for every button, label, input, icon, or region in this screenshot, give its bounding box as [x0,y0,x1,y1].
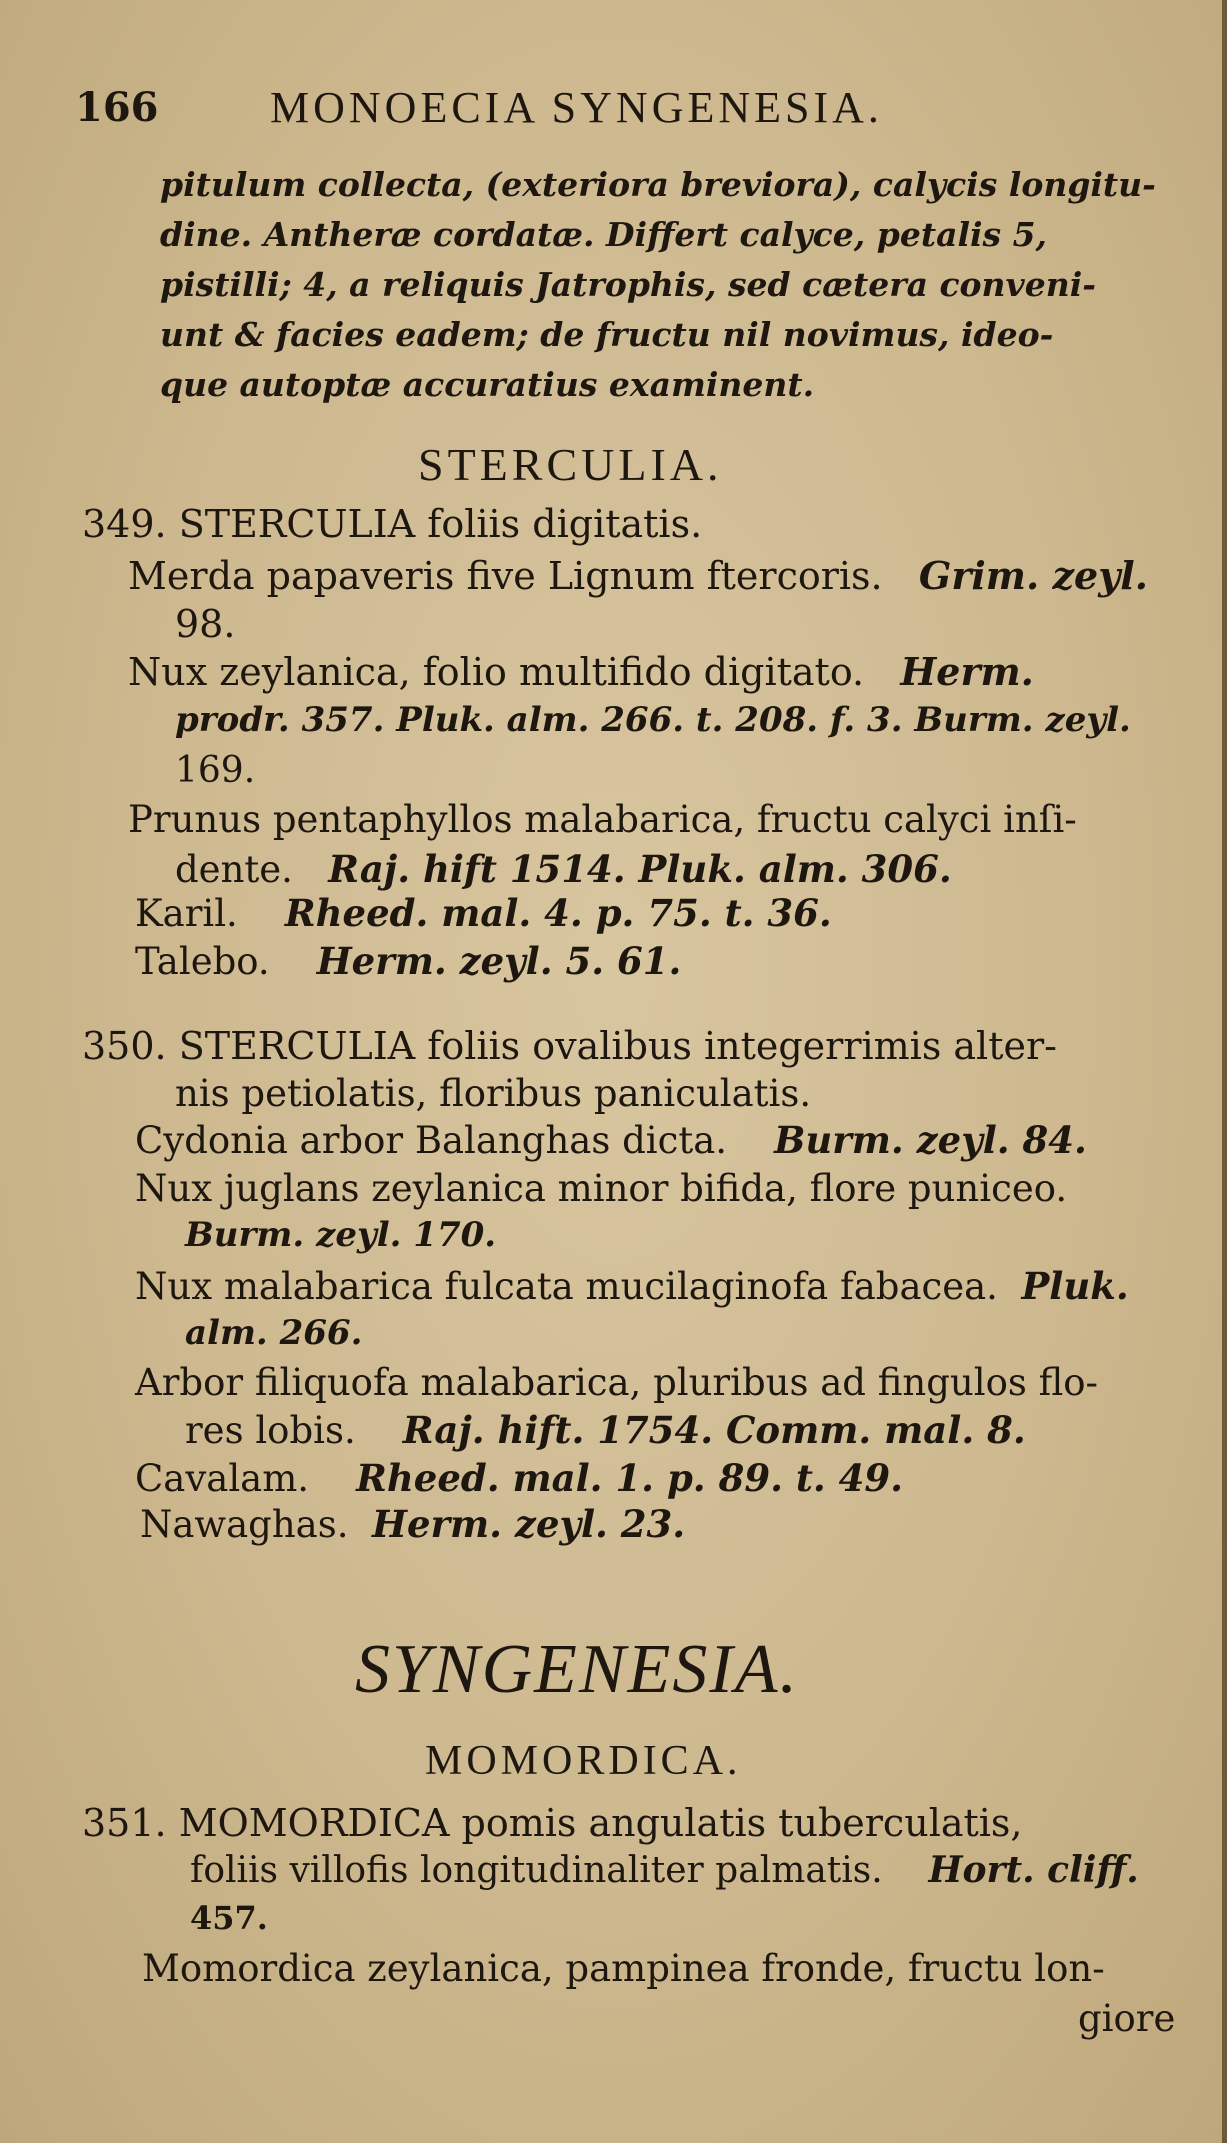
continuation-line: pistilli; 4, a reliquis Jatrophis, sed cætera conveni- [160,265,1096,304]
synonym-line: Nux malabarica fulcata mucilaginofa fabacea. Pluk. [135,1264,1129,1308]
synonym-line: 169. [175,750,256,791]
synonym-line: dente. Raj. hift 1514. Pluk. alm. 306. [175,847,952,891]
running-title: MONOECIA SYNGENESIA. [270,83,883,132]
class-heading-syngenesia: SYNGENESIA. [355,1631,799,1708]
continuation-line: dine. Antheræ cordatæ. Differt calyce, petalis 5, [160,215,1048,254]
synonym-line: 98. [175,602,236,646]
entry-351-page-ref: 457. [190,1899,268,1937]
genus-heading-sterculia: STERCULIA. [418,439,723,490]
synonym-line: res lobis. Raj. hift. 1754. Comm. mal. 8. [185,1408,1026,1452]
entry-350-title-cont: nis petiolatis, floribus paniculatis. [175,1072,812,1115]
continuation-line: unt & facies eadem; de fructu nil novimus, ideo- [160,315,1054,354]
synonym-line: Arbor filiquofa malabarica, pluribus ad fingulos flo- [135,1361,1099,1404]
synonym-line: Karil. Rheed. mal. 4. p. 75. t. 36. [135,891,832,935]
synonym-line: Nawaghas. Herm. zeyl. 23. [140,1502,686,1546]
page-edge [1222,0,1227,2143]
entry-351-diagnosis: foliis villofis longitudinaliter palmatis. Hort. cliff. [190,1849,1139,1891]
page-number: 166 [75,84,159,131]
synonym-ref: prodr. 357. Pluk. alm. 266. t. 208. f. 3. Burm. zeyl. [175,700,1131,740]
synonym-line: Nux zeylanica, folio multifido digitato. Herm. [128,649,1034,694]
synonym-line: Merda papaveris five Lignum ftercoris. Grim. zeyl. [128,553,1148,598]
catchword: giore [1078,1997,1176,2040]
synonym-ref: alm. 266. [185,1313,363,1353]
entry-349-title: 349. STERCULIA foliis digitatis. [82,502,703,546]
synonym-line: Nux juglans zeylanica minor bifida, flore puniceo. [135,1167,1068,1210]
entry-350-title: 350. STERCULIA foliis ovalibus integerrimis alter- [82,1024,1057,1068]
synonym-line: Prunus pentaphyllos malabarica, fructu calyci inſi- [128,798,1077,841]
synonym-line: Cydonia arbor Balanghas dicta. Burm. zeyl. 84. [135,1118,1087,1162]
genus-heading-momordica: MOMORDICA. [425,1738,742,1784]
continuation-line: que autoptæ accuratius examinent. [160,365,815,404]
synonym-line: Momordica zeylanica, pampinea fronde, fructu lon- [142,1947,1105,1990]
synonym-line: Talebo. Herm. zeyl. 5. 61. [135,939,682,983]
synonym-line: Cavalam. Rheed. mal. 1. p. 89. t. 49. [135,1456,904,1500]
entry-351-title: 351. MOMORDICA pomis angulatis tuberculatis, [82,1801,1023,1845]
synonym-ref: Burm. zeyl. 170. [185,1215,497,1255]
continuation-line: pitulum collecta, (exteriora breviora), calycis longitu- [160,165,1156,204]
